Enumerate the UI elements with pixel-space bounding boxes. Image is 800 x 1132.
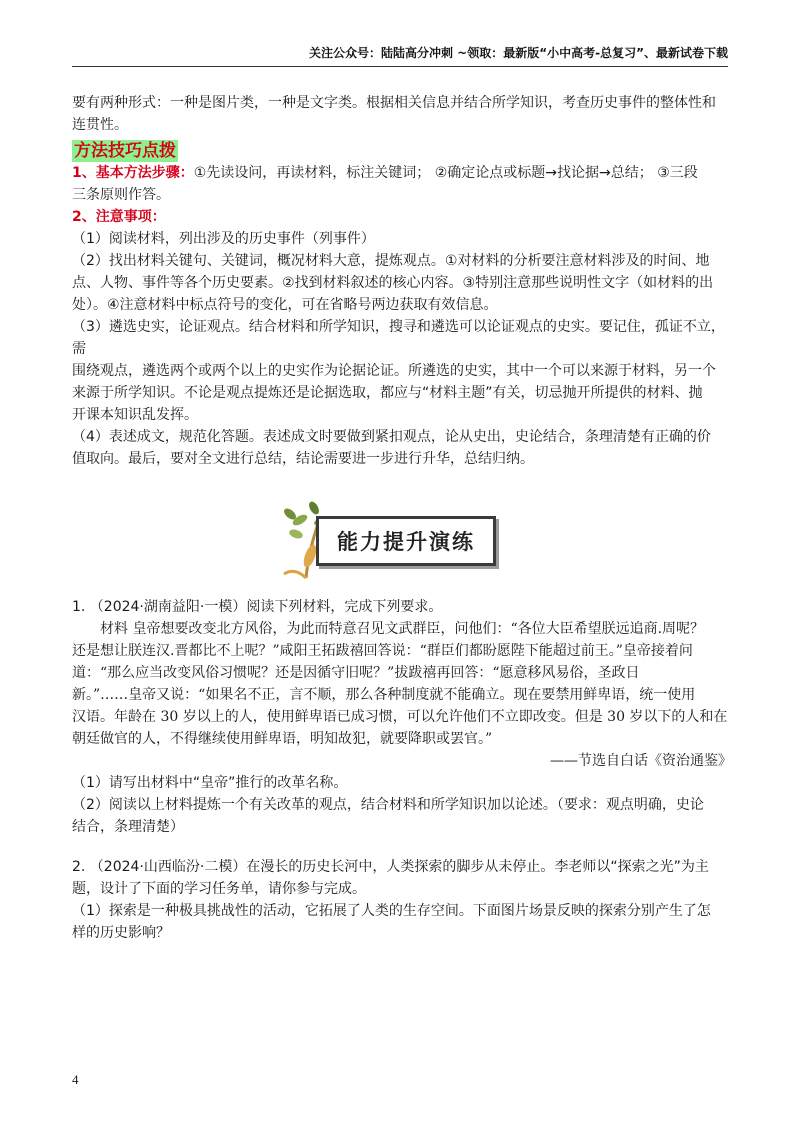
note-line: （4）表述成文，规范化答题。表述成文时要做到紧扣观点，论从史出，史论结合，条理清楚有正确的价 [72, 429, 711, 445]
sub-question: 样的历史影响？ [72, 925, 170, 941]
material-line: 汉语。年龄在 30 岁以上的人，使用鲜卑语已成习惯，可以允许他们不立即改变。但是 30 岁以下的人和在 [72, 709, 728, 725]
note-line: 围绕观点，遴选两个或两个以上的史实作为论据论证。所遴选的史实，其中一个可以来源于材料，另一个 [72, 363, 716, 379]
question-heading: 2. （2024·山西临汾·二模）在漫长的历史长河中，人类探索的脚步从未停止。李老师以“探索之光”为主 [72, 859, 709, 875]
note-line: （3）遴选史实，论证观点。结合材料和所学知识，搜寻和遴选可以论证观点的史实。要记住，孤证不立， [72, 319, 725, 335]
material-line: 还是想让朕连汉.晋都比不上呢？”咸阳王拓跋禧回答说：“群臣们都盼愿陛下能超过前王。”皇帝接着问 [72, 643, 693, 659]
basic-steps-text: ①先读设问，再读材料，标注关键词； ②确定论点或标题→找论据→总结； ③三段 [193, 165, 698, 181]
sub-question: 结合，条理清楚） [72, 819, 184, 835]
page-header: 关注公众号：陆陆高分冲刺 ~领取：最新版“小中高考-总复习”、最新试卷下载 [309, 46, 728, 60]
intro-line: 要有两种形式：一种是图片类，一种是文字类。根据相关信息并结合所学知识，考查历史事件的整体性和 [72, 95, 716, 111]
basic-steps-heading: 1、基本方法步骤： [72, 165, 194, 181]
question-2 [72, 856, 732, 944]
note-line: （2）找出材料关键句、关键词，概况材料大意，提炼观点。①对材料的分析要注意材料涉及的时间、地 [72, 253, 710, 269]
section-tag-method: 方法技巧点拨 [74, 141, 176, 161]
note-line: （1）阅读材料，列出涉及的历史事件（列事件） [72, 231, 375, 247]
note-line: 来源于所学知识。不论是观点提炼还是论据选取，都应与“材料主题”有关，切忌抛开所提供的材料、抛 [72, 385, 703, 401]
note-line: 需 [72, 341, 86, 357]
material-block-cont [72, 640, 732, 772]
sub-question: （1）请写出材料中“皇帝”推行的改革名称。 [72, 775, 348, 791]
note-line: 值取向。最后，要对全文进行总结，结论需要进一步进行升华，总结归纳。 [72, 451, 534, 467]
material-source: ——节选自白话《资治通鉴》 [550, 753, 732, 769]
material-line: 材料 皇帝想要改变北方风俗，为此而特意召见文武群臣，问他们：“各位大臣希望朕远追商.周呢？ [100, 621, 705, 637]
note-line: 处）。④注意材料中标点符号的变化，可在省略号两边获取有效信息。 [72, 297, 498, 313]
banner-title: 能力提升演练 [316, 516, 496, 566]
question-heading: 1. （2024·湖南益阳·一模）阅读下列材料，完成下列要求。 [72, 599, 443, 615]
material-block [72, 618, 732, 640]
method-section [72, 92, 732, 470]
basic-steps-cont: 三条原则作答。 [72, 187, 170, 203]
sub-question: （2）阅读以上材料提炼一个有关改革的观点，结合材料和所学知识加以论述。（要求：观点明确，史论 [72, 797, 704, 813]
intro-line: 连贯性。 [72, 117, 128, 133]
question-1 [72, 596, 732, 838]
section-banner [276, 500, 500, 582]
sub-question: （1）探索是一种极具挑战性的活动，它拓展了人类的生存空间。下面图片场景反映的探索分别产生了怎 [72, 903, 711, 919]
material-line: 朝廷做官的人，不得继续使用鲜卑语，明知故犯，就要降职或罢官。” [72, 731, 493, 747]
material-line: 道：“那么应当改变风俗习惯呢？还是因循守旧呢？”拔跋禧再回答：“愿意移风易俗，圣政日 [72, 665, 640, 681]
page-number: 4 [72, 1072, 79, 1087]
question-line: 题，设计了下面的学习任务单，请你参与完成。 [72, 881, 366, 897]
basic-steps [72, 162, 732, 184]
header-divider [72, 66, 728, 67]
note-line: 开课本知识乱发挥。 [72, 407, 198, 423]
notes-heading: 2、注意事项： [72, 209, 166, 225]
material-line: 新。”……皇帝又说：“如果名不正，言不顺，那么各种制度就不能确立。现在要禁用鲜卑语，统一使用 [72, 687, 696, 703]
note-line: 点、人物、事件等各个历史要素。②找到材料叙述的核心内容。③特别注意那些说明性文字（如材料的出 [72, 275, 714, 291]
